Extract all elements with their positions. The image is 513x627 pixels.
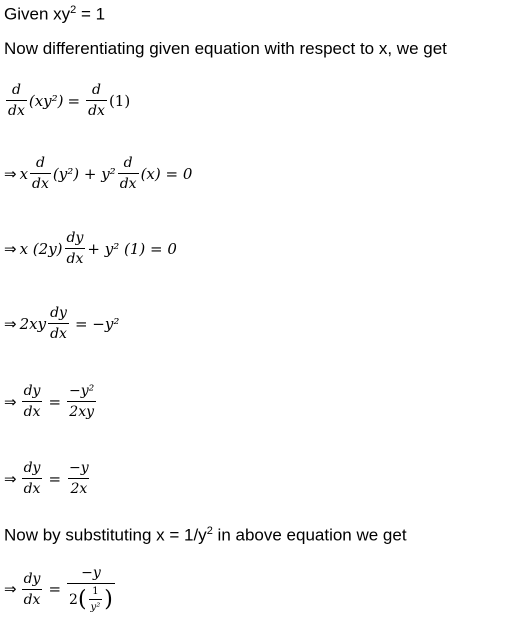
equation-2: ⇒ x $\frac{d}{dx}$ (y²) + y² $\frac{d}{dx}$ (x) = 0 (4, 155, 193, 192)
dy-dx-fraction: $\frac{dy}{dx}$ (23, 460, 41, 497)
d-dx-fraction-2: $\frac{d}{dx}$ (88, 82, 105, 119)
equation-4 (4, 305, 119, 342)
eq1-rhs: (1) (108, 91, 131, 110)
implies-arrow-icon: ⇒ (4, 392, 17, 411)
d-dx-fraction: $\frac{d}{dx}$ (32, 155, 49, 192)
equation-5: ⇒ $\frac{dy}{dx}$ = $\frac{\text{−y²}}{2xy}$ (4, 383, 95, 420)
eq3-pre: x (2y) (19, 239, 63, 258)
implies-arrow-icon: ⇒ (4, 164, 17, 183)
one-over-y2-fraction: $\frac{1}{\text{y²}}$ (90, 586, 101, 613)
dy-dx-fraction: $\frac{dy}{dx}$ (23, 383, 41, 420)
given-text: Given xy (4, 4, 71, 24)
equation-6: ⇒ $\frac{dy}{dx}$ = $\frac{-y}{2x}$ (4, 460, 89, 497)
equation-7: ⇒ $\frac{dy}{dx}$ = −y 2 ( $\frac{1}{\text{y²}}$ ) (4, 565, 113, 613)
implies-arrow-icon: ⇒ (4, 580, 17, 598)
implies-arrow-icon: ⇒ (4, 239, 17, 258)
result-fraction: −y 2 ( $\frac{1}{\text{y²}}$ ) (69, 565, 113, 613)
given-suffix: = 1 (76, 4, 106, 24)
eq4-post: = −y² (74, 314, 120, 333)
eq3-post: + y² (1) = 0 (87, 239, 177, 258)
d-dx-fraction-2: $\frac{d}{dx}$ (119, 155, 137, 192)
differentiating-line: Now differentiating given equation with respect to x, we get (4, 39, 447, 58)
dy-dx-fraction: $\frac{dy}{dx}$ (50, 305, 67, 342)
result-fraction: $\frac{\text{−y²}}{2xy}$ (69, 383, 95, 420)
equation-3 (4, 230, 177, 267)
eq2-term2: (x) = 0 (140, 164, 193, 183)
eq1-equals: = (67, 91, 81, 110)
given-sup: 2 (70, 4, 77, 16)
equation-1 (4, 82, 130, 119)
given-line (4, 4, 105, 25)
dy-dx-fraction: $\frac{dy}{dx}$ (66, 230, 84, 267)
result-fraction: $\frac{-y}{2x}$ (69, 460, 89, 497)
eq2-term1: (y²) + y² (52, 164, 116, 183)
dy-dx-fraction: $\frac{dy}{dx}$ (23, 570, 41, 608)
d-dx-fraction: $\frac{d}{dx}$ (8, 82, 25, 119)
eq1-lhs: (xy²) (28, 91, 64, 110)
eq4-pre: 2xy (19, 314, 47, 333)
substitution-line: Now by substituting $x = 1/y^2$ in above equation we get (4, 525, 407, 545)
implies-arrow-icon: ⇒ (4, 469, 17, 488)
implies-arrow-icon: ⇒ (4, 314, 17, 333)
